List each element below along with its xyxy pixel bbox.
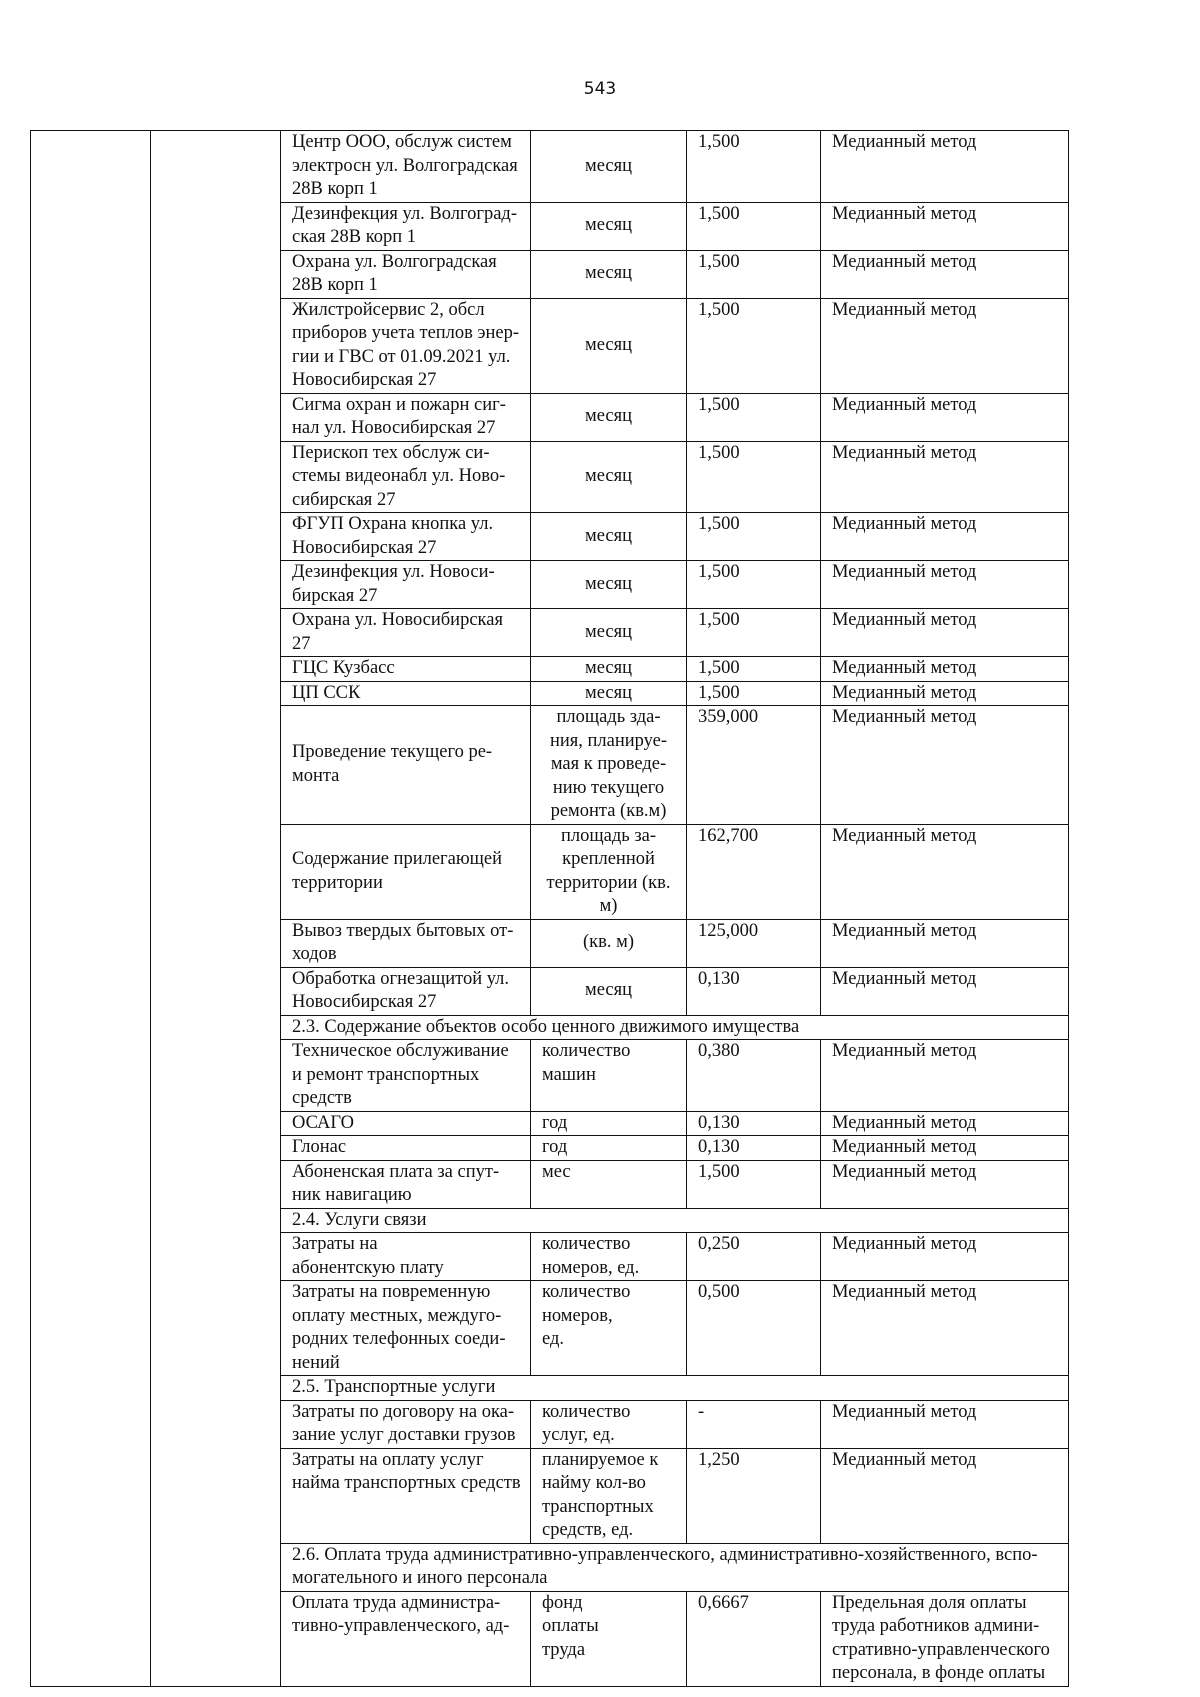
norm-value: 0,130	[687, 1111, 821, 1136]
unit-of-measure: месяц	[531, 202, 687, 250]
calculation-method: Медианный метод	[821, 1448, 1069, 1543]
calculation-method: Медианный метод	[821, 1040, 1069, 1112]
unit-of-measure: месяц	[531, 681, 687, 706]
cost-item-name: ОСАГО	[281, 1111, 531, 1136]
calculation-method: Медианный метод	[821, 1136, 1069, 1161]
cost-item-name: Проведение текущего ре- монта	[281, 706, 531, 825]
calculation-method: Медианный метод	[821, 919, 1069, 967]
cost-item-name: Затраты по договору на ока- зание услуг доставки грузов	[281, 1400, 531, 1448]
norm-value: 1,500	[687, 441, 821, 513]
norm-value: 1,250	[687, 1448, 821, 1543]
calculation-method: Медианный метод	[821, 967, 1069, 1015]
cost-item-name: Центр ООО, обслуж систем электросн ул. Волгоградская 28В корп 1	[281, 131, 531, 203]
calculation-method: Медианный метод	[821, 561, 1069, 609]
norm-value: 359,000	[687, 706, 821, 825]
cost-item-name: Вывоз твердых бытовых от- ходов	[281, 919, 531, 967]
table-row	[31, 131, 1069, 203]
calculation-method: Медианный метод	[821, 1233, 1069, 1281]
unit-of-measure: месяц	[531, 657, 687, 682]
unit-of-measure: фонд оплаты труда	[531, 1591, 687, 1686]
cost-item-name: Оплата труда администра- тивно-управленческого, ад-	[281, 1591, 531, 1686]
cost-item-name: Содержание прилегающей территории	[281, 824, 531, 919]
calculation-method: Медианный метод	[821, 706, 1069, 825]
unit-of-measure: месяц	[531, 609, 687, 657]
cost-item-name: Техническое обслуживание и ремонт транспортных средств	[281, 1040, 531, 1112]
section-heading: 2.3. Содержание объектов особо ценного движимого имущества	[281, 1015, 1069, 1040]
norm-value: -	[687, 1400, 821, 1448]
cost-item-name: Охрана ул. Волгоградская 28В корп 1	[281, 250, 531, 298]
calculation-method: Медианный метод	[821, 298, 1069, 393]
section-heading: 2.5. Транспортные услуги	[281, 1376, 1069, 1401]
calculation-method: Медианный метод	[821, 131, 1069, 203]
norm-value: 0,130	[687, 967, 821, 1015]
norm-value: 1,500	[687, 657, 821, 682]
unit-of-measure: месяц	[531, 250, 687, 298]
norm-value: 1,500	[687, 1160, 821, 1208]
calculation-method: Предельная доля оплаты труда работников админи- стративно-управленческого персонала, в фонде оплаты	[821, 1591, 1069, 1686]
cost-item-name: Сигма охран и пожарн сиг- нал ул. Новосибирская 27	[281, 393, 531, 441]
cost-item-name: Дезинфекция ул. Волгоград- ская 28В корп 1	[281, 202, 531, 250]
calculation-method: Медианный метод	[821, 1400, 1069, 1448]
unit-of-measure: месяц	[531, 131, 687, 203]
unit-of-measure: (кв. м)	[531, 919, 687, 967]
cost-item-name: Затраты на оплату услуг найма транспортных средств	[281, 1448, 531, 1543]
cost-item-name: Затраты на абонентскую плату	[281, 1233, 531, 1281]
calculation-method: Медианный метод	[821, 824, 1069, 919]
norm-value: 1,500	[687, 202, 821, 250]
section-heading: 2.6. Оплата труда административно-управленческого, административно-хозяйственного, вспо- могательного и иного персонала	[281, 1543, 1069, 1591]
cost-item-name: ЦП ССК	[281, 681, 531, 706]
calculation-method: Медианный метод	[821, 1160, 1069, 1208]
unit-of-measure: количество услуг, ед.	[531, 1400, 687, 1448]
unit-of-measure: месяц	[531, 393, 687, 441]
norm-value: 1,500	[687, 513, 821, 561]
norm-value: 1,500	[687, 298, 821, 393]
empty-number-column	[31, 131, 151, 1687]
cost-item-name: Жилстройсервис 2, обсл приборов учета теплов энер- гии и ГВС от 01.09.2021 ул. Новосибирская 27	[281, 298, 531, 393]
empty-category-column	[151, 131, 281, 1687]
unit-of-measure: мес	[531, 1160, 687, 1208]
cost-item-name: ФГУП Охрана кнопка ул. Новосибирская 27	[281, 513, 531, 561]
calculation-method: Медианный метод	[821, 202, 1069, 250]
norm-value: 0,380	[687, 1040, 821, 1112]
norm-value: 1,500	[687, 131, 821, 203]
cost-item-name: ГЦС Кузбасс	[281, 657, 531, 682]
norm-value: 0,500	[687, 1281, 821, 1376]
calculation-method: Медианный метод	[821, 1111, 1069, 1136]
norm-value: 1,500	[687, 609, 821, 657]
cost-item-name: Глонас	[281, 1136, 531, 1161]
calculation-method: Медианный метод	[821, 513, 1069, 561]
cost-item-name: Абоненская плата за спут- ник навигацию	[281, 1160, 531, 1208]
unit-of-measure: месяц	[531, 967, 687, 1015]
norm-value: 0,6667	[687, 1591, 821, 1686]
unit-of-measure: планируемое к найму кол-во транспортных средств, ед.	[531, 1448, 687, 1543]
calculation-method: Медианный метод	[821, 609, 1069, 657]
section-heading: 2.4. Услуги связи	[281, 1208, 1069, 1233]
unit-of-measure: месяц	[531, 298, 687, 393]
calculation-method: Медианный метод	[821, 441, 1069, 513]
unit-of-measure: год	[531, 1111, 687, 1136]
table-container	[30, 130, 1069, 1687]
norm-value: 125,000	[687, 919, 821, 967]
norm-value: 0,250	[687, 1233, 821, 1281]
calculation-method: Медианный метод	[821, 657, 1069, 682]
page-number: 543	[583, 79, 617, 99]
cost-item-name: Охрана ул. Новосибирская 27	[281, 609, 531, 657]
norm-value: 1,500	[687, 250, 821, 298]
cost-norms-table	[30, 130, 1069, 1687]
cost-item-name: Затраты на повременную оплату местных, междуго- родних телефонных соеди- нений	[281, 1281, 531, 1376]
cost-item-name: Дезинфекция ул. Новоси- бирская 27	[281, 561, 531, 609]
calculation-method: Медианный метод	[821, 250, 1069, 298]
cost-item-name: Перископ тех обслуж си- стемы видеонабл ул. Ново- сибирская 27	[281, 441, 531, 513]
unit-of-measure: месяц	[531, 561, 687, 609]
unit-of-measure: количество номеров, ед.	[531, 1233, 687, 1281]
unit-of-measure: количество машин	[531, 1040, 687, 1112]
norm-value: 1,500	[687, 681, 821, 706]
norm-value: 162,700	[687, 824, 821, 919]
norm-value: 1,500	[687, 393, 821, 441]
calculation-method: Медианный метод	[821, 1281, 1069, 1376]
norm-value: 0,130	[687, 1136, 821, 1161]
unit-of-measure: месяц	[531, 513, 687, 561]
unit-of-measure: количество номеров, ед.	[531, 1281, 687, 1376]
calculation-method: Медианный метод	[821, 393, 1069, 441]
norm-value: 1,500	[687, 561, 821, 609]
unit-of-measure: месяц	[531, 441, 687, 513]
cost-item-name: Обработка огнезащитой ул. Новосибирская 27	[281, 967, 531, 1015]
unit-of-measure: год	[531, 1136, 687, 1161]
calculation-method: Медианный метод	[821, 681, 1069, 706]
unit-of-measure: площадь за- крепленной территории (кв. м)	[531, 824, 687, 919]
unit-of-measure: площадь зда- ния, планируе- мая к проведе- нию текущего ремонта (кв.м)	[531, 706, 687, 825]
